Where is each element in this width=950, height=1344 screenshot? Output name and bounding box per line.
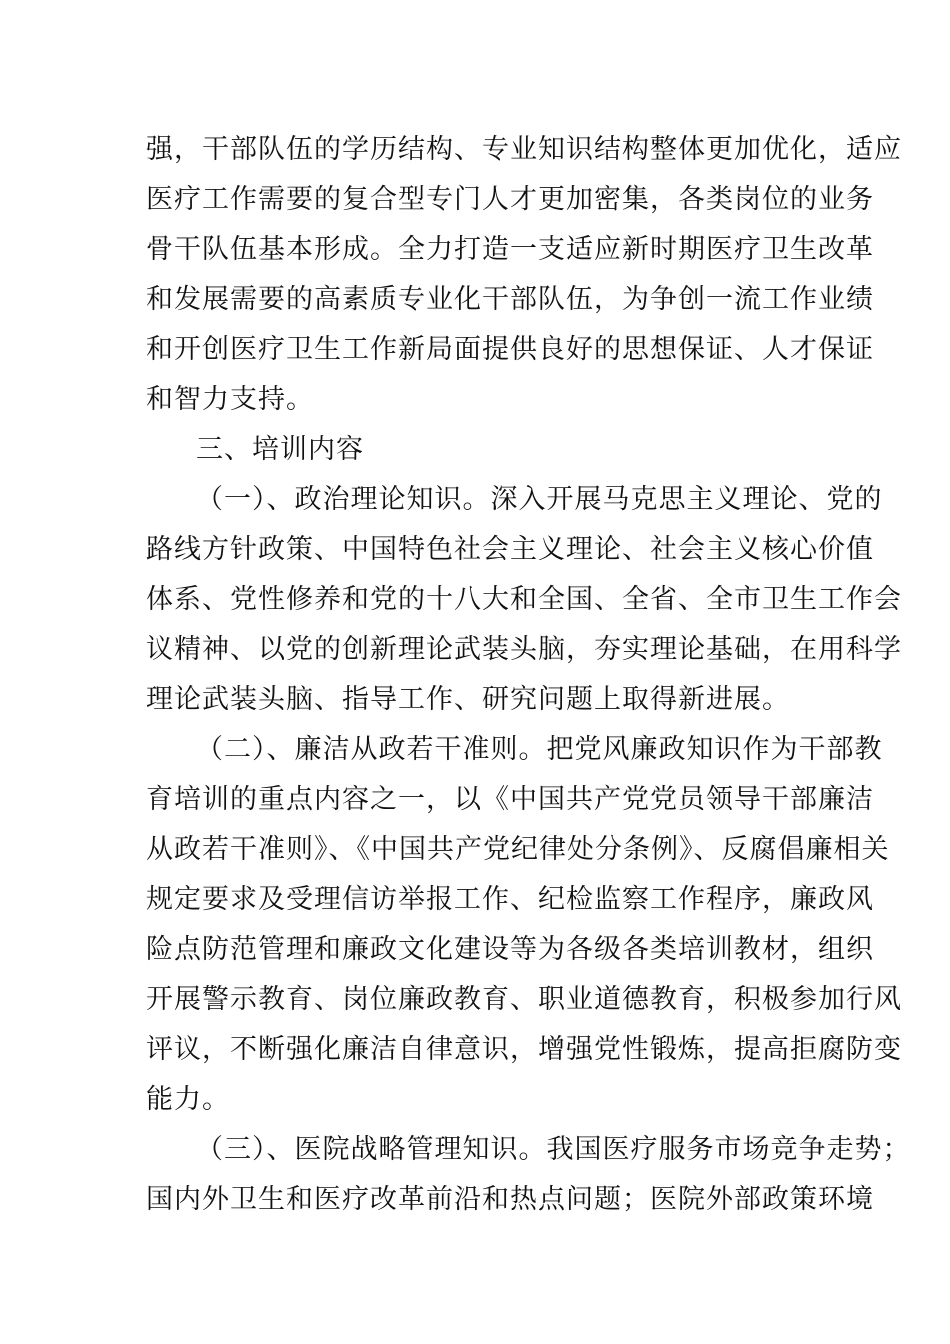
text-line: 医疗工作需要的复合型专门人才更加密集，各类岗位的业务 bbox=[146, 184, 874, 215]
text-line: 议精神、以党的创新理论武装头脑，夯实理论基础，在用科学 bbox=[146, 634, 902, 665]
text-line: 规定要求及受理信访举报工作、纪检监察工作程序，廉政风 bbox=[146, 884, 874, 915]
section-heading: 三、培训内容 bbox=[196, 434, 364, 465]
text-line: 评议，不断强化廉洁自律意识，增强党性锻炼，提高拒腐防变 bbox=[146, 1034, 902, 1065]
text-line: （一）、政治理论知识。深入开展马克思主义理论、党的 bbox=[196, 484, 883, 515]
text-line: 险点防范管理和廉政文化建设等为各级各类培训教材，组织 bbox=[146, 934, 874, 965]
text-line: 路线方针政策、中国特色社会主义理论、社会主义核心价值 bbox=[146, 534, 874, 565]
text-line: 和开创医疗卫生工作新局面提供良好的思想保证、人才保证 bbox=[146, 334, 874, 365]
text-line: 强，干部队伍的学历结构、专业知识结构整体更加优化，适应 bbox=[146, 134, 902, 165]
text-line: 育培训的重点内容之一，以《中国共产党党员领导干部廉洁 bbox=[146, 784, 874, 815]
text-line: 体系、党性修养和党的十八大和全国、全省、全市卫生工作会 bbox=[146, 584, 902, 615]
text-line: 和发展需要的高素质专业化干部队伍，为争创一流工作业绩 bbox=[146, 284, 874, 315]
text-line: 理论武装头脑、指导工作、研究问题上取得新进展。 bbox=[146, 684, 790, 715]
text-line: 骨干队伍基本形成。全力打造一支适应新时期医疗卫生改革 bbox=[146, 234, 874, 265]
text-line: 国内外卫生和医疗改革前沿和热点问题；医院外部政策环境 bbox=[146, 1184, 874, 1215]
text-line: 能力。 bbox=[146, 1084, 230, 1115]
text-line: 和智力支持。 bbox=[146, 384, 314, 415]
text-line: 开展警示教育、岗位廉政教育、职业道德教育，积极参加行风 bbox=[146, 984, 902, 1015]
text-line: 从政若干准则》、《中国共产党纪律处分条例》、反腐倡廉相关 bbox=[146, 834, 890, 865]
text-line: （二）、廉洁从政若干准则。把党风廉政知识作为干部教 bbox=[196, 734, 883, 765]
text-line: （三）、医院战略管理知识。我国医疗服务市场竞争走势； bbox=[196, 1134, 911, 1165]
